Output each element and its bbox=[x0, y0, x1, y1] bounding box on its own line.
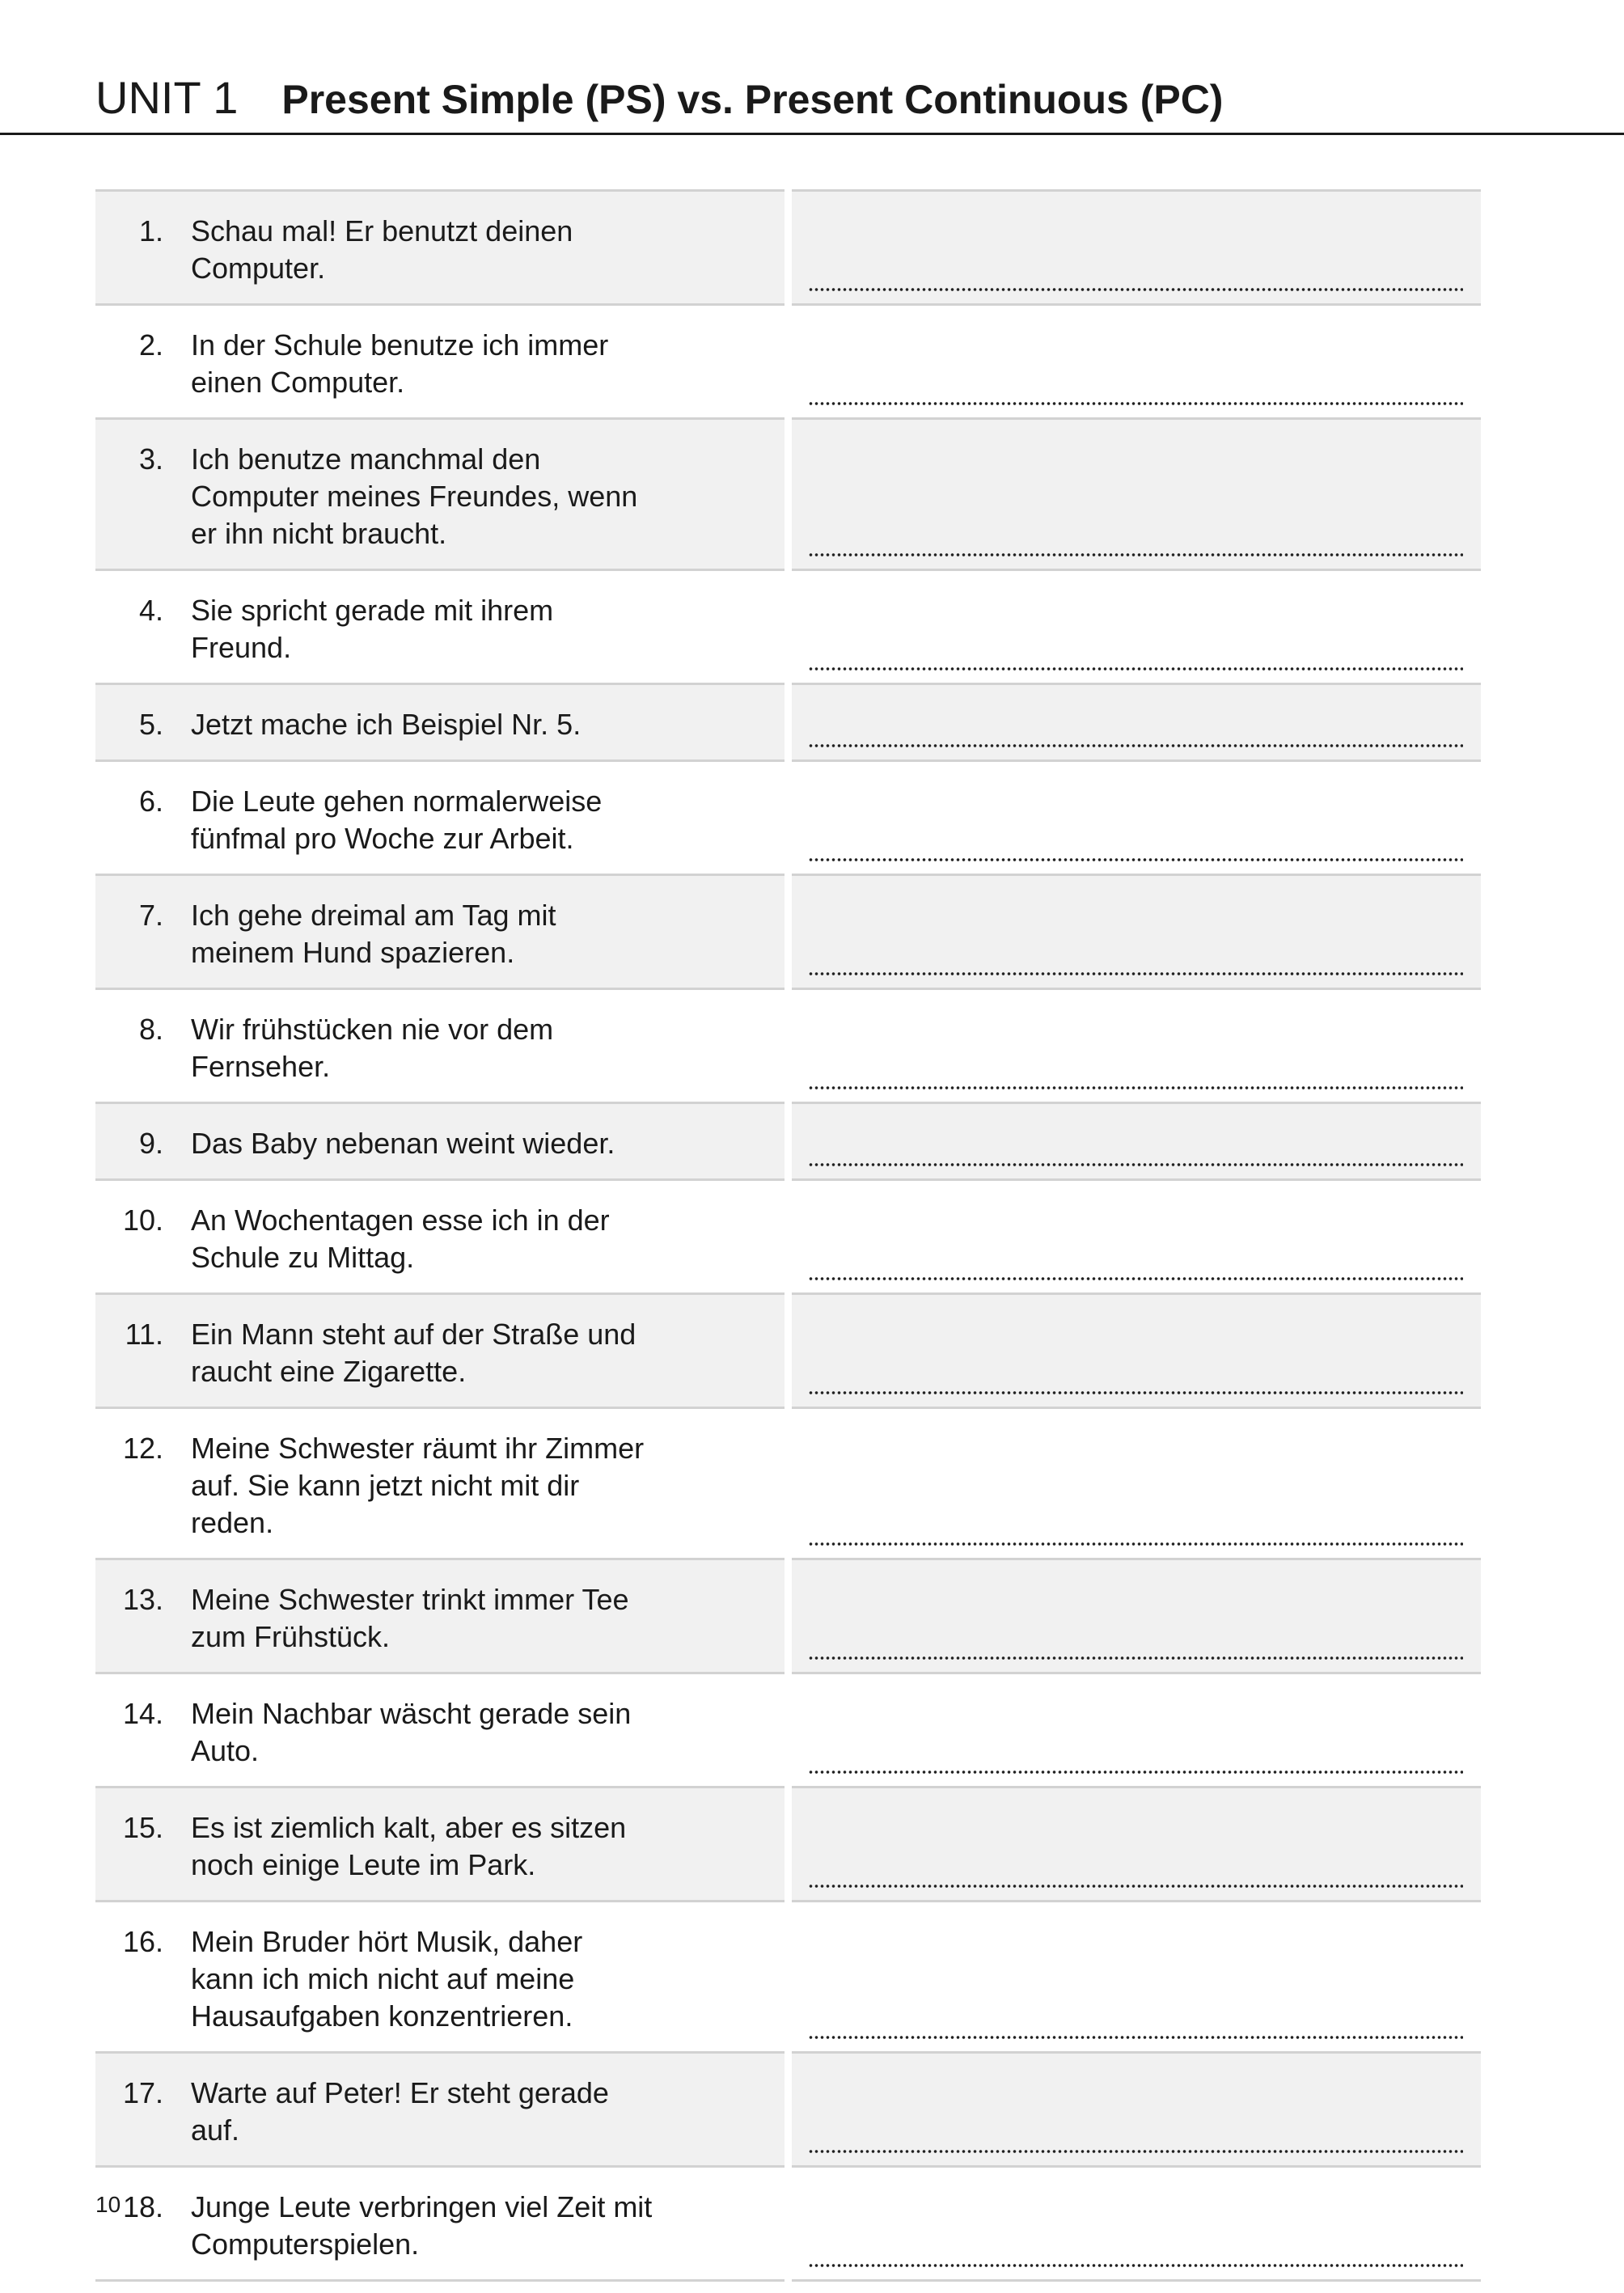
sentence-line: Wir frühstücken nie vor dem bbox=[191, 1013, 554, 1046]
sentence-line: Meine Schwester trinkt immer Tee bbox=[191, 1583, 629, 1616]
sentence-line: meinem Hund spazieren. bbox=[191, 936, 515, 969]
exercise-number: 18. bbox=[122, 2190, 163, 2223]
answer-dotted-line[interactable] bbox=[808, 401, 1463, 406]
sentence-line: Computer meines Freundes, wenn bbox=[191, 480, 638, 513]
exercise-prompt-cell bbox=[95, 990, 785, 1104]
answer-cell[interactable] bbox=[792, 1181, 1481, 1295]
exercise-table bbox=[95, 189, 1481, 2282]
exercise-prompt-cell bbox=[95, 1902, 785, 2054]
answer-dotted-line[interactable] bbox=[808, 2035, 1463, 2040]
sentence-line: Computer. bbox=[191, 252, 326, 285]
exercise-sentence bbox=[191, 2075, 692, 2149]
exercise-prompt-cell bbox=[95, 189, 785, 306]
answer-dotted-line[interactable] bbox=[808, 1884, 1463, 1889]
unit-header bbox=[95, 71, 1223, 128]
exercise-row bbox=[95, 2054, 1481, 2168]
exercise-row bbox=[95, 571, 1481, 685]
sentence-line: Freund. bbox=[191, 631, 292, 664]
answer-dotted-line[interactable] bbox=[808, 552, 1463, 557]
exercise-number: 10. bbox=[122, 1204, 163, 1237]
answer-cell[interactable] bbox=[792, 1902, 1481, 2054]
exercise-prompt-cell bbox=[95, 1181, 785, 1295]
sentence-line: Schule zu Mittag. bbox=[191, 1241, 415, 1274]
answer-cell[interactable] bbox=[792, 306, 1481, 420]
sentence-line: Mein Nachbar wäscht gerade sein bbox=[191, 1697, 632, 1730]
answer-dotted-line[interactable] bbox=[808, 1542, 1463, 1546]
answer-dotted-line[interactable] bbox=[808, 1390, 1463, 1395]
sentence-line: raucht eine Zigarette. bbox=[191, 1355, 467, 1388]
exercise-sentence bbox=[191, 783, 692, 857]
sentence-line: zum Frühstück. bbox=[191, 1620, 391, 1653]
exercise-prompt-cell bbox=[95, 1295, 785, 1409]
sentence-line: Auto. bbox=[191, 1734, 260, 1767]
exercise-number: 1. bbox=[138, 214, 163, 247]
answer-cell[interactable] bbox=[792, 1560, 1481, 1674]
exercise-row bbox=[95, 306, 1481, 420]
exercise-prompt-cell bbox=[95, 420, 785, 571]
exercise-row bbox=[95, 189, 1481, 306]
sentence-line: auf. Sie kann jetzt nicht mit dir bbox=[191, 1469, 580, 1502]
exercise-row bbox=[95, 876, 1481, 990]
sentence-line: Junge Leute verbringen viel Zeit mit bbox=[191, 2190, 653, 2223]
exercise-sentence bbox=[191, 327, 692, 401]
sentence-line: Meine Schwester räumt ihr Zimmer bbox=[191, 1432, 645, 1465]
answer-cell[interactable] bbox=[792, 762, 1481, 876]
exercise-prompt-cell bbox=[95, 2168, 785, 2282]
exercise-prompt-cell bbox=[95, 2054, 785, 2168]
header-rule bbox=[0, 133, 1624, 135]
answer-cell[interactable] bbox=[792, 990, 1481, 1104]
exercise-number: 15. bbox=[122, 1811, 163, 1844]
sentence-line: kann ich mich nicht auf meine bbox=[191, 1962, 575, 1995]
exercise-number: 11. bbox=[125, 1318, 163, 1351]
exercise-row bbox=[95, 1409, 1481, 1560]
answer-dotted-line[interactable] bbox=[808, 971, 1463, 976]
exercise-sentence bbox=[191, 1809, 692, 1884]
exercise-prompt-cell bbox=[95, 1674, 785, 1788]
exercise-sentence bbox=[191, 592, 692, 666]
answer-cell[interactable] bbox=[792, 1788, 1481, 1902]
sentence-line: Ich benutze manchmal den bbox=[191, 442, 541, 476]
exercise-sentence bbox=[191, 1923, 692, 2035]
exercise-number: 12. bbox=[122, 1432, 163, 1465]
sentence-line: In der Schule benutze ich immer bbox=[191, 328, 609, 362]
exercise-row bbox=[95, 762, 1481, 876]
exercise-row bbox=[95, 1674, 1481, 1788]
sentence-line: Fernseher. bbox=[191, 1050, 331, 1083]
exercise-sentence bbox=[191, 2189, 692, 2263]
sentence-line: Ein Mann steht auf der Straße und bbox=[191, 1318, 636, 1351]
answer-cell[interactable] bbox=[792, 571, 1481, 685]
exercise-prompt-cell bbox=[95, 1788, 785, 1902]
answer-dotted-line[interactable] bbox=[808, 287, 1463, 292]
exercise-prompt-cell bbox=[95, 571, 785, 685]
sentence-line: Ich gehe dreimal am Tag mit bbox=[191, 899, 556, 932]
answer-cell[interactable] bbox=[792, 1295, 1481, 1409]
exercise-sentence bbox=[191, 1125, 692, 1162]
exercise-number: 14. bbox=[122, 1697, 163, 1730]
page-number: 10 bbox=[95, 2192, 121, 2217]
exercise-number: 8. bbox=[138, 1013, 163, 1046]
unit-label: UNIT 1 bbox=[95, 72, 239, 123]
sentence-line: Hausaufgaben konzentrieren. bbox=[191, 1999, 573, 2033]
exercise-number: 6. bbox=[138, 785, 163, 818]
sentence-line: Warte auf Peter! Er steht gerade bbox=[191, 2076, 609, 2109]
sentence-line: An Wochentagen esse ich in der bbox=[191, 1204, 610, 1237]
exercise-number: 3. bbox=[138, 442, 163, 476]
exercise-sentence bbox=[191, 897, 692, 971]
answer-cell[interactable] bbox=[792, 2168, 1481, 2282]
exercise-number: 13. bbox=[122, 1583, 163, 1616]
answer-cell[interactable] bbox=[792, 189, 1481, 306]
exercise-row bbox=[95, 685, 1481, 762]
exercise-prompt-cell bbox=[95, 1409, 785, 1560]
answer-cell[interactable] bbox=[792, 1674, 1481, 1788]
sentence-line: Mein Bruder hört Musik, daher bbox=[191, 1925, 583, 1958]
answer-cell[interactable] bbox=[792, 876, 1481, 990]
sentence-line: Es ist ziemlich kalt, aber es sitzen bbox=[191, 1811, 627, 1844]
sentence-line: einen Computer. bbox=[191, 366, 405, 399]
sentence-line: Computerspielen. bbox=[191, 2227, 420, 2261]
exercise-row bbox=[95, 990, 1481, 1104]
exercise-number: 4. bbox=[138, 594, 163, 627]
unit-title: Present Simple (PS) vs. Present Continuous (PC) bbox=[281, 77, 1224, 122]
exercise-sentence bbox=[191, 1581, 692, 1656]
sentence-line: Die Leute gehen normalerweise bbox=[191, 785, 603, 818]
answer-dotted-line[interactable] bbox=[808, 1276, 1463, 1281]
exercise-prompt-cell bbox=[95, 1104, 785, 1181]
sentence-line: fünfmal pro Woche zur Arbeit. bbox=[191, 822, 574, 855]
answer-cell[interactable] bbox=[792, 1409, 1481, 1560]
answer-cell[interactable] bbox=[792, 420, 1481, 571]
sentence-line: er ihn nicht braucht. bbox=[191, 517, 447, 550]
exercise-number: 5. bbox=[138, 708, 163, 741]
answer-dotted-line[interactable] bbox=[808, 666, 1463, 671]
answer-dotted-line[interactable] bbox=[808, 1770, 1463, 1775]
answer-dotted-line[interactable] bbox=[808, 2149, 1463, 2154]
answer-cell[interactable] bbox=[792, 1104, 1481, 1181]
exercise-sentence bbox=[191, 213, 692, 287]
exercise-prompt-cell bbox=[95, 306, 785, 420]
exercise-sentence bbox=[191, 1011, 692, 1085]
exercise-number: 9. bbox=[138, 1127, 163, 1160]
exercise-sentence bbox=[191, 1202, 692, 1276]
exercise-sentence bbox=[191, 706, 692, 743]
answer-dotted-line[interactable] bbox=[808, 1656, 1463, 1661]
exercise-sentence bbox=[191, 1316, 692, 1390]
answer-dotted-line[interactable] bbox=[808, 1085, 1463, 1090]
exercise-row bbox=[95, 420, 1481, 571]
answer-dotted-line[interactable] bbox=[808, 2263, 1463, 2268]
sentence-line: noch einige Leute im Park. bbox=[191, 1848, 536, 1881]
exercise-row bbox=[95, 1295, 1481, 1409]
exercise-sentence bbox=[191, 1695, 692, 1770]
answer-dotted-line[interactable] bbox=[808, 743, 1463, 748]
exercise-sentence bbox=[191, 441, 692, 552]
sentence-line: Jetzt mache ich Beispiel Nr. 5. bbox=[191, 708, 582, 741]
exercise-prompt-cell bbox=[95, 1560, 785, 1674]
sentence-line: auf. bbox=[191, 2113, 240, 2147]
sentence-line: reden. bbox=[191, 1506, 274, 1539]
exercise-number: 17. bbox=[122, 2076, 163, 2109]
exercise-sentence bbox=[191, 1430, 692, 1542]
sentence-line: Das Baby nebenan weint wieder. bbox=[191, 1127, 615, 1160]
answer-dotted-line[interactable] bbox=[808, 857, 1463, 862]
sentence-line: Sie spricht gerade mit ihrem bbox=[191, 594, 554, 627]
exercise-number: 2. bbox=[138, 328, 163, 362]
exercise-row bbox=[95, 1181, 1481, 1295]
answer-dotted-line[interactable] bbox=[808, 1162, 1463, 1167]
exercise-row bbox=[95, 1104, 1481, 1181]
exercise-row bbox=[95, 1788, 1481, 1902]
sentence-line: Schau mal! Er benutzt deinen bbox=[191, 214, 573, 247]
answer-cell[interactable] bbox=[792, 2054, 1481, 2168]
exercise-row bbox=[95, 1560, 1481, 1674]
exercise-row bbox=[95, 1902, 1481, 2054]
exercise-prompt-cell bbox=[95, 876, 785, 990]
answer-cell[interactable] bbox=[792, 685, 1481, 762]
exercise-number: 16. bbox=[122, 1925, 163, 1958]
exercise-prompt-cell bbox=[95, 685, 785, 762]
exercise-prompt-cell bbox=[95, 762, 785, 876]
exercise-row bbox=[95, 2168, 1481, 2282]
exercise-number: 7. bbox=[138, 899, 163, 932]
